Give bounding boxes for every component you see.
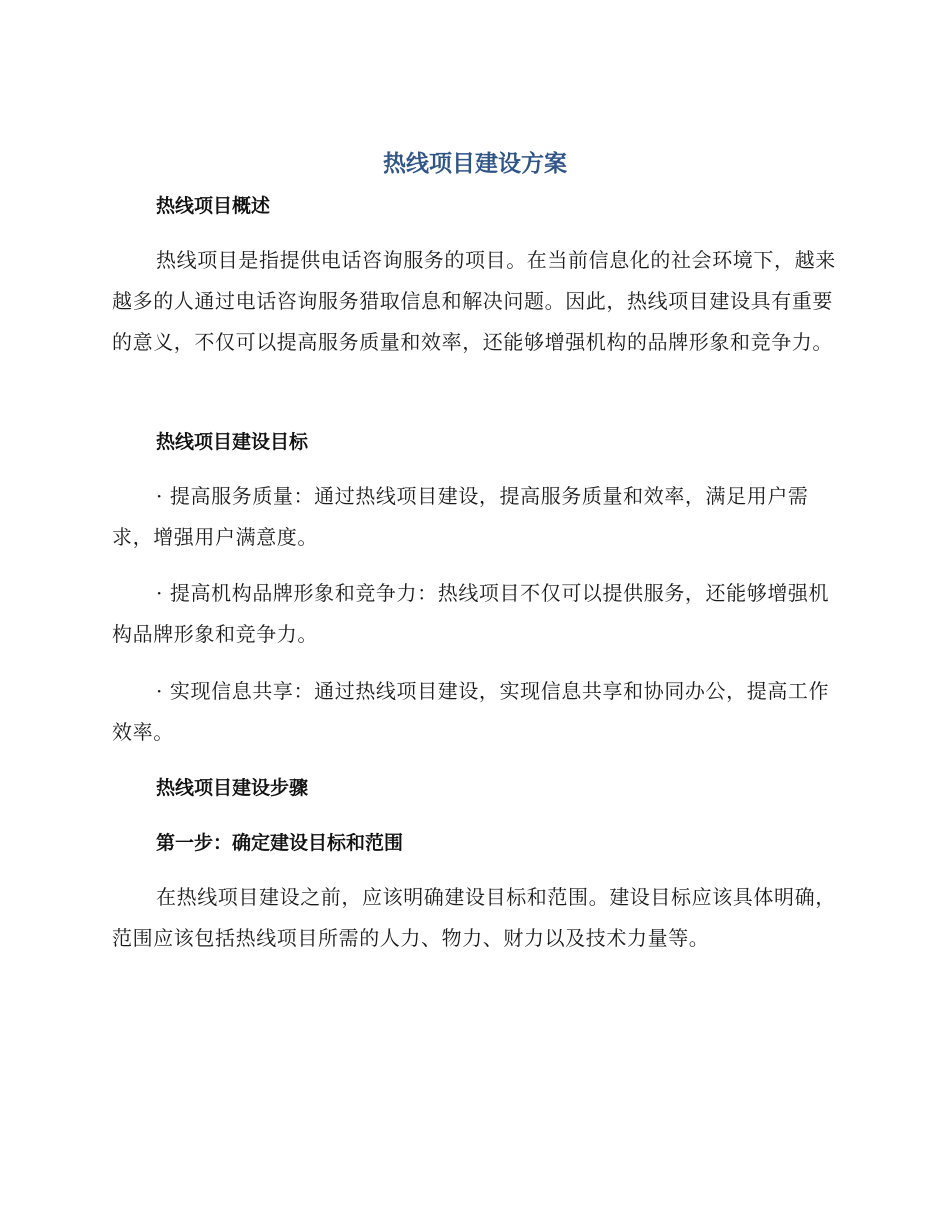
document-title: 热线项目建设方案 [383, 151, 567, 177]
overview-paragraph: 热线项目是指提供电话咨询服务的项目。在当前信息化的社会环境下，越来越多的人通过电话咨询服务猎取信息和解决问题。因此，热线项目建设具有重要的意义，不仅可以提高服务质量和效率，还能够增强机构的品牌形象和竞争力。 [112, 248, 836, 354]
step-1-paragraph: 在热线项目建设之前，应该明确建设目标和范围。建设目标应该具体明确，范围应该包括热线项目所需的人力、物力、财力以及技术力量等。 [112, 885, 836, 950]
section-heading-overview: 热线项目概述 [156, 195, 271, 217]
section-heading-steps: 热线项目建设步骤 [156, 777, 309, 799]
goal-item: · 实现信息共享：通过热线项目建设，实现信息共享和协同办公，提高工作效率。 [112, 679, 830, 744]
goal-item: · 提高服务质量：通过热线项目建设，提高服务质量和效率，满足用户需求，增强用户满意度。 [112, 484, 809, 549]
goal-item: · 提高机构品牌形象和竞争力：热线项目不仅可以提供服务，还能够增强机构品牌形象和竞争力。 [112, 581, 830, 646]
step-heading-1: 第一步：确定建设目标和范围 [156, 832, 404, 854]
section-heading-goals: 热线项目建设目标 [156, 431, 309, 453]
